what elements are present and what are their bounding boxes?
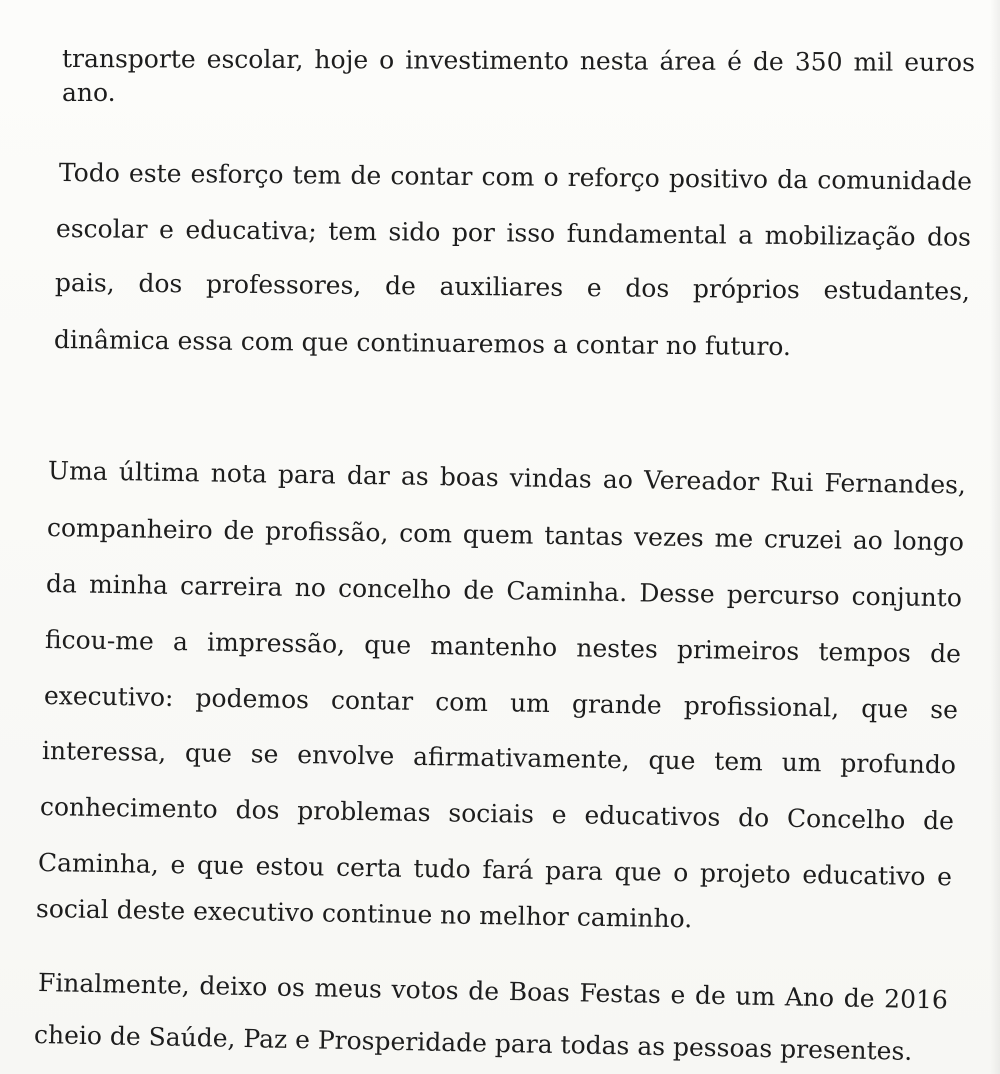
text-line: interessa, que se envolve afirmativamente, que tem um profundo <box>41 736 957 780</box>
text-line: da minha carreira no concelho de Caminha. Desse percurso conjunto <box>45 569 963 613</box>
text-line: social deste executivo continue no melhor caminho. <box>35 894 693 934</box>
text-line: cheio de Saúde, Paz e Prosperidade para todas as pessoas presentes. <box>33 1020 913 1066</box>
text-line: transporte escolar, hoje o investimento nesta área é de 350 mil euros <box>61 44 976 77</box>
text-line: executivo: podemos contar com um grande profissional, que se <box>43 681 959 725</box>
scan-edge-shadow <box>990 0 1000 1074</box>
text-line: dinâmica essa com que continuaremos a contar no futuro. <box>53 325 792 362</box>
text-line: conhecimento dos problemas sociais e educativos do Concelho de <box>39 792 955 836</box>
text-line: Caminha, e que estou certa tudo fará para que o projeto educativo e <box>37 848 953 892</box>
text-line: companheiro de profissão, com quem tantas vezes me cruzei ao longo <box>46 513 965 557</box>
text-line: Finalmente, deixo os meus votos de Boas Festas e de um Ano de 2016 <box>37 968 949 1015</box>
text-line: ficou-me a impressão, que mantenho nestes primeiros tempos de <box>44 625 962 669</box>
text-line: escolar e educativa; tem sido por isso fundamental a mobilização dos <box>55 214 972 252</box>
text-line: pais, dos professores, de auxiliares e dos próprios estudantes, <box>54 268 971 306</box>
text-line: Todo este esforço tem de contar com o reforço positivo da comunidade <box>58 158 973 196</box>
text-line: ano. <box>62 78 116 107</box>
text-line: Uma última nota para dar as boas vindas ao Vereador Rui Fernandes, <box>47 456 967 500</box>
